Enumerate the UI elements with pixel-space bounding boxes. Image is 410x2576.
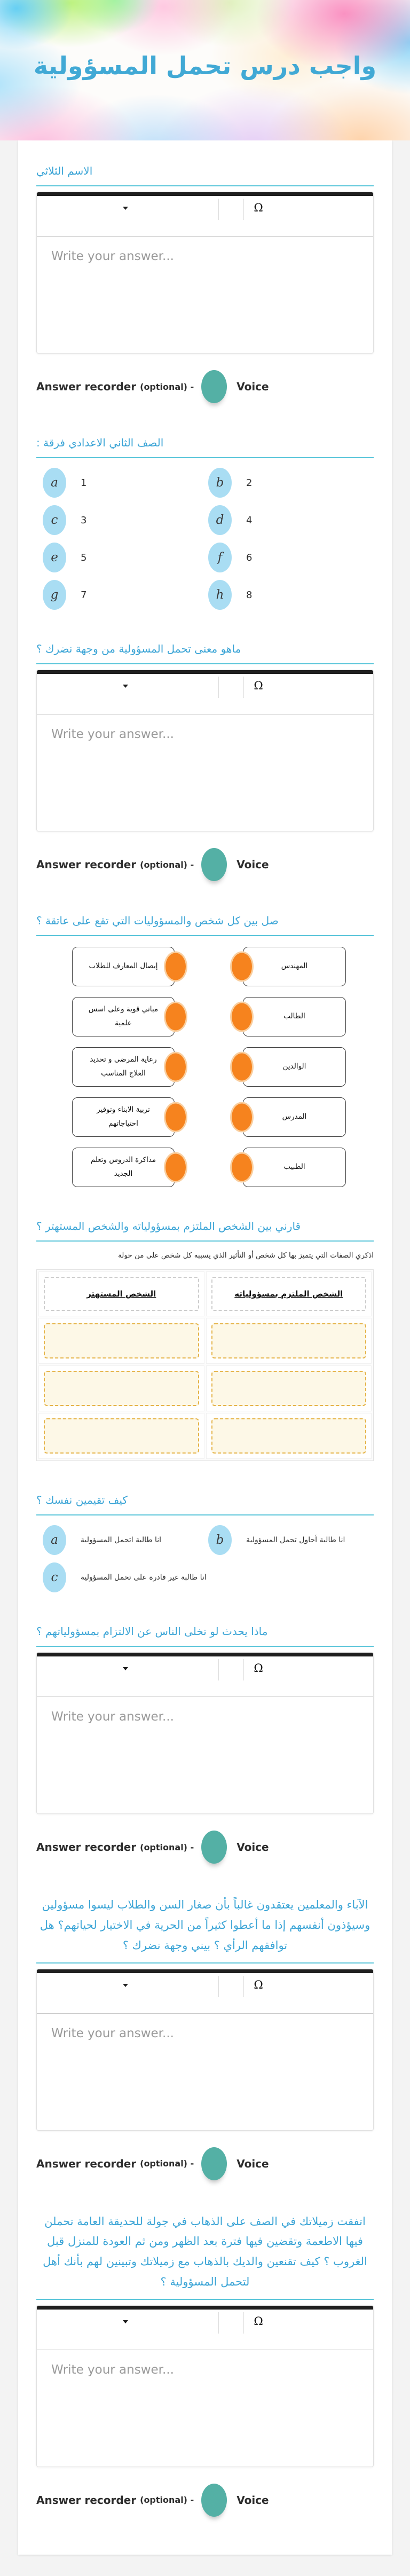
table-cell xyxy=(38,1365,204,1411)
option-label: 2 xyxy=(246,477,253,489)
editor-toolbar xyxy=(37,674,373,714)
option-label: 6 xyxy=(246,552,253,563)
choice-option[interactable] xyxy=(43,1562,208,1592)
option-letter-bubble[interactable]: d xyxy=(208,505,232,535)
question-title: ماهو معنى تحمل المسؤولية من وجهة نضرك ؟ xyxy=(36,642,241,655)
answer-recorder-row xyxy=(36,1830,374,1864)
question-compare-table xyxy=(36,1218,374,1461)
matching-right-item xyxy=(243,947,346,986)
toolbar-divider xyxy=(243,1659,244,1680)
choice-option[interactable] xyxy=(43,505,208,535)
matching-right-item xyxy=(243,1097,346,1137)
connector-dot-icon[interactable] xyxy=(230,1052,254,1082)
answer-textarea[interactable]: Write your answer... xyxy=(51,1710,174,1724)
question-title: الآباء والمعلمين يعتقدون غالباً بأن صغار السن والطلاب ليسوا مسؤولين وسيؤذون أنفسهم إذا ما أعطوا كثيراً من الحرية في الاختيار لحياتهم؟ هل توافقهم الرأي ؟ بيني وجهة نضرك ؟ xyxy=(40,1898,370,1952)
recorder-optional-label: (optional) - xyxy=(140,2158,194,2169)
special-characters-button[interactable]: Ω xyxy=(254,1978,263,1991)
question-freedom-opinion xyxy=(36,1895,374,2180)
column-header-careless: الشخص المستهتر xyxy=(44,1277,199,1311)
connector-dot-icon[interactable] xyxy=(164,952,187,982)
column-header-committed: الشخص الملتزم بمسؤولياته xyxy=(211,1277,367,1311)
matching-left-label: مذاكرة الدروس وتعلم الجديد xyxy=(90,1156,156,1178)
option-label: انا طالبة اتحمل المسؤولية xyxy=(81,1536,162,1545)
font-dropdown-caret-icon[interactable] xyxy=(123,1984,128,1987)
font-dropdown-caret-icon[interactable] xyxy=(123,685,128,688)
question-title: اتفقت زميلاتك في الصف على الذهاب في جولة للحديقة العامة تحملن فيها الاطعمة وتقضين فيها فترة بعد الظهر ومن ثم العودة للمنزل قبل الغروب ؟ كيف تقنعين والديك بالذهاب مع زميلاتك وتبينين لهم بأنك أهل لتحمل المسؤولية ؟ xyxy=(43,2214,367,2289)
recorder-optional-label: (optional) - xyxy=(140,859,194,870)
matching-right-item xyxy=(243,997,346,1036)
connector-dot-icon[interactable] xyxy=(230,952,254,982)
special-characters-button[interactable]: Ω xyxy=(254,679,263,692)
recorder-optional-label: (optional) - xyxy=(140,2495,194,2506)
connector-dot-icon[interactable] xyxy=(230,1102,254,1133)
title-divider xyxy=(36,1514,374,1515)
rich-text-editor xyxy=(36,192,374,354)
matching-left-label: مباني قوية وعلى اسس علمية xyxy=(88,1005,159,1027)
rich-text-editor xyxy=(36,670,374,831)
choice-option[interactable] xyxy=(208,580,374,610)
connector-dot-icon[interactable] xyxy=(230,1152,254,1183)
recorder-label: Answer recorder xyxy=(36,858,137,871)
option-letter-bubble[interactable]: b xyxy=(208,1525,232,1555)
choice-options xyxy=(36,1525,374,1592)
table-cell xyxy=(206,1318,372,1364)
option-label: 7 xyxy=(81,589,87,601)
table-cell xyxy=(38,1413,204,1459)
voice-record-button[interactable] xyxy=(201,2147,227,2180)
choice-options xyxy=(36,468,374,610)
choice-option[interactable] xyxy=(43,543,208,572)
answer-recorder-row xyxy=(36,847,374,882)
answer-recorder-row xyxy=(36,2147,374,2181)
worksheet-card xyxy=(18,140,392,2555)
editor-top-bar xyxy=(37,1653,373,1656)
choice-option[interactable] xyxy=(208,468,374,498)
editor-top-bar xyxy=(37,670,373,674)
title-divider xyxy=(36,935,374,936)
question-title: صل بين كل شخص والمسؤوليات التي تقع على عاتقة ؟ xyxy=(36,914,279,927)
editor-top-bar xyxy=(37,1969,373,1973)
title-divider xyxy=(36,185,374,186)
matching-left-label: إيصال المعارف للطلاب xyxy=(89,962,158,971)
option-label: انا طالبة غير قادرة على تحمل المسؤولية xyxy=(81,1573,207,1582)
option-label: 1 xyxy=(81,477,87,489)
option-letter-bubble[interactable]: a xyxy=(43,1525,66,1555)
recorder-label: Answer recorder xyxy=(36,380,137,393)
matching-right-item xyxy=(243,1047,346,1087)
question-title: قارني بين الشخص الملتزم بمسؤولياته والشخص المستهتر ؟ xyxy=(36,1220,301,1232)
option-label: انا طالبة أحاول تحمل المسؤولية xyxy=(246,1536,345,1545)
matching-left-item xyxy=(72,947,175,986)
voice-record-button[interactable] xyxy=(201,1831,227,1864)
toolbar-divider xyxy=(218,1659,219,1680)
table-instructions: اذكري الصفات التي يتميز بها كل شخص أو التأثير الذي يسببه كل شخص على من حولة xyxy=(118,1251,374,1260)
matching-right-label: الطبيب xyxy=(283,1163,305,1172)
option-letter-bubble[interactable]: c xyxy=(43,505,66,535)
answer-recorder-row xyxy=(36,2483,374,2517)
matching-right-label: الوالدين xyxy=(282,1062,306,1071)
question-matching xyxy=(36,913,374,1187)
font-dropdown-caret-icon[interactable] xyxy=(123,2320,128,2323)
recorder-label: Answer recorder xyxy=(36,2157,137,2170)
option-label: 3 xyxy=(81,514,87,526)
matching-right-item xyxy=(243,1148,346,1187)
recorder-optional-label: (optional) - xyxy=(140,381,194,392)
connector-dot-icon[interactable] xyxy=(164,1052,187,1082)
matching-row xyxy=(36,947,374,986)
recorder-optional-label: (optional) - xyxy=(140,1842,194,1852)
choice-option[interactable] xyxy=(208,543,374,572)
answer-textarea[interactable]: Write your answer... xyxy=(51,727,174,741)
font-dropdown-caret-icon[interactable] xyxy=(123,207,128,210)
title-divider xyxy=(36,1962,374,1964)
toolbar-divider xyxy=(243,199,244,220)
toolbar-divider xyxy=(218,1976,219,1997)
worksheet-title: واجب درس تحمل المسؤولية xyxy=(33,51,377,80)
matching-row xyxy=(36,997,374,1036)
option-label: 5 xyxy=(81,552,87,563)
option-letter-bubble[interactable]: e xyxy=(43,543,66,572)
matching-left-item xyxy=(72,1148,175,1187)
answer-textarea[interactable]: Write your answer... xyxy=(51,2362,174,2377)
editor-toolbar xyxy=(37,196,373,237)
question-name xyxy=(36,163,374,404)
question-title: ماذا يحدث لو تخلى الناس عن الالتزام بمسؤولياتهم ؟ xyxy=(36,1625,268,1638)
matching-left-label: تربية الابناء وتوفير احتياجاتهم xyxy=(97,1105,150,1128)
choice-option[interactable] xyxy=(208,505,374,535)
option-letter-bubble[interactable]: g xyxy=(43,580,66,610)
question-self-evaluation xyxy=(36,1492,374,1592)
answer-textarea[interactable]: Write your answer... xyxy=(51,249,174,263)
matching-left-item xyxy=(72,1047,175,1087)
matching-left-label: رعاية المرضى و تحديد العلاج المناسب xyxy=(90,1055,157,1078)
recorder-label: Answer recorder xyxy=(36,1841,137,1854)
matching-right-label: المدرس xyxy=(282,1112,307,1121)
matching-left-item xyxy=(72,1097,175,1137)
connector-dot-icon[interactable] xyxy=(164,1152,187,1183)
choice-option[interactable] xyxy=(43,1525,208,1555)
option-letter-bubble[interactable]: h xyxy=(208,580,232,610)
toolbar-divider xyxy=(218,199,219,220)
toolbar-divider xyxy=(243,2312,244,2334)
option-letter-bubble[interactable]: b xyxy=(208,468,232,498)
editor-top-bar xyxy=(37,192,373,196)
voice-label: Voice xyxy=(236,2493,269,2507)
table-cell xyxy=(206,1365,372,1411)
title-divider xyxy=(36,1646,374,1647)
toolbar-divider xyxy=(218,2312,219,2334)
title-divider xyxy=(36,1240,374,1242)
choice-option[interactable] xyxy=(43,468,208,498)
question-title: الاسم الثلاثي xyxy=(36,164,93,177)
matching-row xyxy=(36,1047,374,1087)
connector-dot-icon[interactable] xyxy=(164,1002,187,1032)
voice-label: Voice xyxy=(236,2157,269,2170)
worksheet-banner xyxy=(0,0,410,140)
answer-recorder-row xyxy=(36,370,374,404)
question-garden-trip xyxy=(36,2212,374,2517)
answer-cell[interactable] xyxy=(211,1371,367,1406)
answer-textarea[interactable]: Write your answer... xyxy=(51,2026,174,2040)
option-label: 4 xyxy=(246,514,253,526)
editor-toolbar xyxy=(37,1656,373,1697)
connector-dot-icon[interactable] xyxy=(164,1102,187,1133)
editor-top-bar xyxy=(37,2306,373,2310)
table-cell xyxy=(38,1318,204,1364)
option-letter-bubble[interactable]: f xyxy=(208,543,232,572)
option-letter-bubble[interactable]: c xyxy=(43,1562,66,1592)
connector-dot-icon[interactable] xyxy=(230,1002,254,1032)
option-letter-bubble[interactable]: a xyxy=(43,468,66,498)
toolbar-divider xyxy=(243,1976,244,1997)
title-divider xyxy=(36,457,374,458)
comparison-table xyxy=(36,1269,374,1461)
question-abandon-responsibility xyxy=(36,1623,374,1864)
answer-cell[interactable] xyxy=(211,1418,367,1454)
table-header-cell xyxy=(206,1271,372,1316)
matching-right-label: المهندس xyxy=(281,962,308,971)
question-title: كيف تقيمين نفسك ؟ xyxy=(36,1494,128,1507)
choice-option[interactable] xyxy=(208,1525,374,1555)
question-meaning xyxy=(36,641,374,882)
option-label: 8 xyxy=(246,589,253,601)
matching-area xyxy=(36,947,374,1187)
rich-text-editor xyxy=(36,1969,374,2131)
matching-left-item xyxy=(72,997,175,1036)
editor-toolbar xyxy=(37,1973,373,2014)
answer-cell[interactable] xyxy=(44,1371,199,1406)
answer-cell[interactable] xyxy=(211,1323,367,1358)
editor-toolbar xyxy=(37,2310,373,2350)
rich-text-editor xyxy=(36,2305,374,2467)
voice-label: Voice xyxy=(236,380,269,393)
special-characters-button[interactable]: Ω xyxy=(254,201,263,214)
answer-cell[interactable] xyxy=(44,1323,199,1358)
choice-option[interactable] xyxy=(43,580,208,610)
table-header-cell xyxy=(38,1271,204,1316)
matching-row xyxy=(36,1148,374,1187)
voice-record-button[interactable] xyxy=(201,848,227,881)
question-class-group xyxy=(36,435,374,610)
table-cell xyxy=(206,1413,372,1459)
rich-text-editor xyxy=(36,1652,374,1814)
question-title: الصف الثاني الاعدادي فرقة : xyxy=(36,436,164,449)
recorder-label: Answer recorder xyxy=(36,2493,137,2507)
toolbar-divider xyxy=(243,677,244,698)
voice-label: Voice xyxy=(236,1841,269,1854)
title-divider xyxy=(36,663,374,664)
title-divider xyxy=(36,2299,374,2300)
special-characters-button[interactable]: Ω xyxy=(254,2314,263,2328)
page-bottom-gap xyxy=(0,2555,410,2576)
toolbar-divider xyxy=(218,677,219,698)
voice-record-button[interactable] xyxy=(201,2484,227,2517)
voice-label: Voice xyxy=(236,858,269,871)
matching-row xyxy=(36,1097,374,1137)
matching-right-label: الطالب xyxy=(283,1012,305,1021)
special-characters-button[interactable]: Ω xyxy=(254,1662,263,1675)
font-dropdown-caret-icon[interactable] xyxy=(123,1667,128,1670)
voice-record-button[interactable] xyxy=(201,370,227,403)
answer-cell[interactable] xyxy=(44,1418,199,1454)
